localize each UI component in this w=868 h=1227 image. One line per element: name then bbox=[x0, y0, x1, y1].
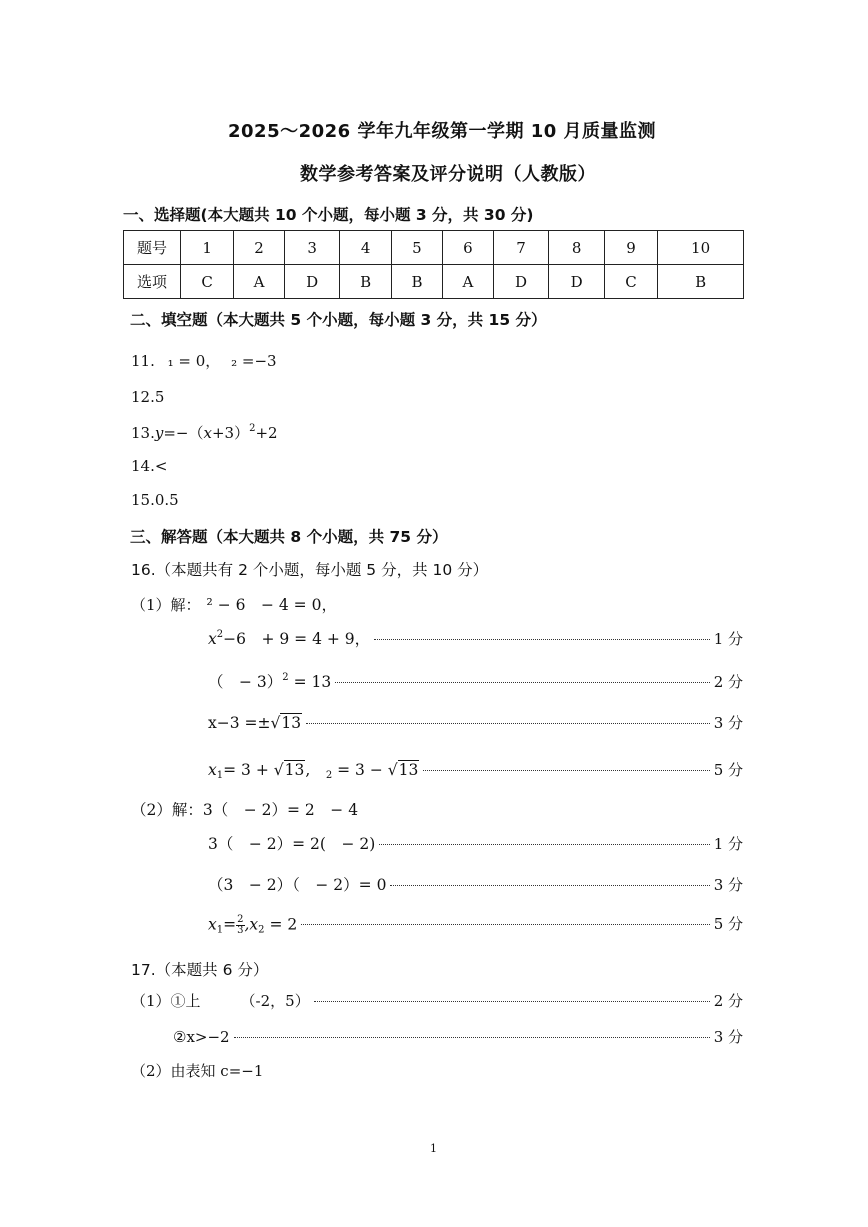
q16-1-label: （1）解： bbox=[131, 596, 201, 614]
q17-1-line bbox=[131, 990, 743, 1011]
table-header-cell: 选项 bbox=[124, 265, 181, 299]
q16-2-step1 bbox=[208, 832, 743, 854]
dot-leader bbox=[390, 885, 709, 886]
table-cell: A bbox=[234, 265, 285, 299]
q16-2-step3-sub2: 2 bbox=[258, 924, 265, 935]
q16-1-step4-b: , bbox=[305, 761, 326, 779]
q16-1-step1-sup: 2 bbox=[216, 629, 224, 640]
sqrt-radicand: 13 bbox=[398, 761, 419, 779]
dot-leader bbox=[234, 1037, 710, 1038]
answer-14: 14.< bbox=[131, 457, 168, 475]
q13-x: x bbox=[203, 424, 212, 442]
q16-1-step2-tail: = 13 bbox=[288, 673, 332, 691]
dot-leader bbox=[379, 844, 709, 845]
table-cell: B bbox=[658, 265, 744, 299]
table-cell: B bbox=[340, 265, 391, 299]
q16-2-step2 bbox=[208, 873, 743, 895]
q16-2-step3-sub1: 1 bbox=[216, 924, 224, 935]
answer-13 bbox=[131, 422, 278, 443]
q16-2-step3-eq: = bbox=[223, 915, 237, 933]
q16-1-step1-text: −6 + 9 = 4 + 9， bbox=[223, 630, 371, 648]
dot-leader bbox=[423, 770, 709, 771]
q16-1-step3 bbox=[208, 712, 743, 733]
q16-1-intro bbox=[131, 593, 337, 615]
q11-number: 11. bbox=[131, 352, 155, 370]
q16-1-step4-c: = 3 − bbox=[332, 761, 383, 779]
q16-2-step3-x: x bbox=[208, 915, 217, 933]
q11-second-root: ₂ =−3 bbox=[231, 352, 277, 370]
score-label: 2 分 bbox=[713, 992, 743, 1010]
q16-1-equation: ² − 6 − 4 = 0， bbox=[206, 596, 337, 614]
table-cell: 1 bbox=[181, 231, 234, 265]
table-cell: B bbox=[391, 265, 442, 299]
table-cell: C bbox=[181, 265, 234, 299]
score-label: 3 分 bbox=[713, 876, 743, 894]
score-label: 1 分 bbox=[713, 835, 743, 853]
fraction bbox=[236, 915, 244, 936]
table-row bbox=[124, 231, 744, 265]
q16-1-step4-sub1: 1 bbox=[216, 770, 224, 781]
table-cell: 2 bbox=[234, 231, 285, 265]
table-cell: 8 bbox=[549, 231, 605, 265]
q13-y: y bbox=[154, 424, 164, 442]
q17-1-point: （-2，5） bbox=[240, 992, 310, 1010]
dot-leader bbox=[335, 682, 709, 683]
dot-leader bbox=[301, 924, 709, 925]
q11-first-root: ₁ = 0， bbox=[167, 352, 221, 370]
dot-leader bbox=[374, 639, 710, 640]
q17-1b-line bbox=[173, 1026, 743, 1047]
fraction-denominator: 3 bbox=[237, 924, 244, 936]
q17-1b-text: ②x>−2 bbox=[173, 1028, 230, 1046]
q16-2-step1-text: 3（ − 2）= 2( − 2) bbox=[208, 835, 376, 853]
q16-1-step4-sub2: 2 bbox=[325, 770, 333, 781]
table-cell: D bbox=[284, 265, 340, 299]
section2-heading: 二、填空题（本大题共 5 个小题，每小题 3 分，共 15 分） bbox=[130, 311, 547, 329]
q16-1-step4-a: = 3 + bbox=[223, 761, 269, 779]
q13-rest: +3） bbox=[211, 424, 250, 442]
q16-1-step2 bbox=[208, 670, 743, 692]
table-cell: 9 bbox=[604, 231, 657, 265]
sqrt-sign: √13 bbox=[387, 761, 419, 779]
page-title: 2025～2026 学年九年级第一学期 10 月质量监测 bbox=[228, 121, 657, 142]
table-row bbox=[124, 265, 744, 299]
fraction-numerator: 2 bbox=[237, 913, 244, 925]
score-label: 3 分 bbox=[713, 714, 743, 732]
answer-15: 15.0.5 bbox=[131, 491, 179, 509]
dot-leader bbox=[314, 1001, 710, 1002]
q17-heading: 17.（本题共 6 分） bbox=[131, 961, 269, 979]
page-number: 1 bbox=[430, 1142, 437, 1155]
table-cell: D bbox=[493, 265, 549, 299]
table-cell: 4 bbox=[340, 231, 391, 265]
table-cell: C bbox=[604, 265, 657, 299]
table-cell: 10 bbox=[658, 231, 744, 265]
answer-12: 12.5 bbox=[131, 388, 165, 406]
sqrt-sign: √13 bbox=[270, 714, 302, 732]
dot-leader bbox=[306, 723, 710, 724]
q16-1-step4-x: x bbox=[208, 761, 217, 779]
score-label: 5 分 bbox=[713, 915, 743, 933]
q16-2-step2-text: （3 − 2）（ − 2）= 0 bbox=[208, 876, 387, 894]
q16-2-intro: （2）解：3（ − 2）= 2 − 4 bbox=[131, 801, 359, 819]
score-label: 1 分 bbox=[713, 630, 743, 648]
q16-1-step2-sup: 2 bbox=[282, 672, 289, 683]
q16-2-step3 bbox=[208, 913, 743, 936]
sqrt-sign: √13 bbox=[273, 761, 305, 779]
page-subtitle: 数学参考答案及评分说明（人教版） bbox=[300, 164, 596, 185]
section3-heading: 三、解答题（本大题共 8 个小题，共 75 分） bbox=[130, 528, 448, 546]
table-cell: 6 bbox=[443, 231, 494, 265]
table-cell: D bbox=[549, 265, 605, 299]
table-cell: 5 bbox=[391, 231, 442, 265]
table-cell: A bbox=[443, 265, 494, 299]
section1-heading: 一、选择题(本大题共 10 个小题，每小题 3 分，共 30 分) bbox=[123, 206, 534, 224]
q13-tail: +2 bbox=[255, 424, 278, 442]
table-header-cell: 题号 bbox=[124, 231, 181, 265]
score-label: 5 分 bbox=[713, 761, 743, 779]
q16-1-step3-text: x−3 =± bbox=[208, 714, 271, 732]
q13-eq: =−（ bbox=[163, 424, 204, 442]
answer-table bbox=[123, 230, 744, 299]
sqrt-radicand: 13 bbox=[281, 714, 302, 732]
table-cell: 7 bbox=[493, 231, 549, 265]
q16-2-step3-tail: = 2 bbox=[264, 915, 298, 933]
score-label: 3 分 bbox=[713, 1028, 743, 1046]
q16-1-step1 bbox=[208, 627, 743, 649]
q17-2-line: （2）由表知 c=−1 bbox=[131, 1062, 264, 1080]
q13-number: 13. bbox=[131, 424, 155, 442]
sqrt-radicand: 13 bbox=[284, 761, 305, 779]
q16-2-step3-rest: ,x bbox=[244, 915, 259, 933]
q17-1-intro: （1）①上 bbox=[131, 992, 201, 1010]
score-label: 2 分 bbox=[713, 673, 743, 691]
q16-1-step2-text: （ − 3） bbox=[208, 673, 283, 691]
table-cell: 3 bbox=[284, 231, 340, 265]
q13-exponent: 2 bbox=[249, 423, 256, 434]
q16-heading: 16.（本题共有 2 个小题，每小题 5 分，共 10 分） bbox=[131, 561, 489, 579]
answer-11 bbox=[131, 350, 277, 371]
q16-1-step1-x: x bbox=[208, 630, 217, 648]
q16-1-step4 bbox=[208, 758, 743, 781]
